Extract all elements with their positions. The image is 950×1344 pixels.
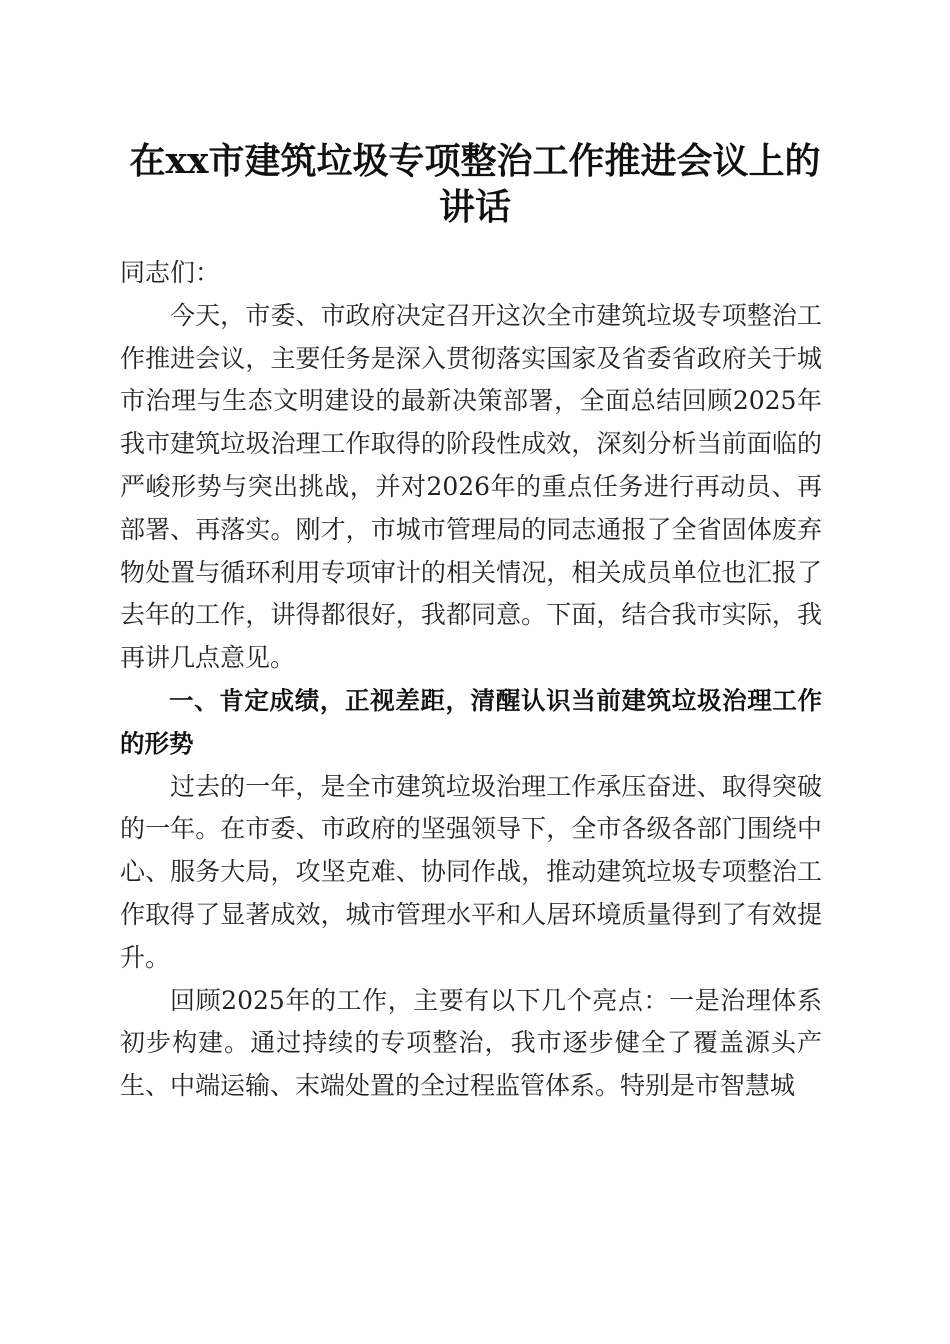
section1-paragraph-1: 过去的一年，是全市建筑垃圾治理工作承压奋进、取得突破的一年。在市委、市政府的坚强领导下，全市各级各部门围绕中心、服务大局，攻坚克难、协同作战，推动建筑垃圾专项整治工作取得了显著成效，城市管理水平和人居环境质量得到了有效提升。 bbox=[120, 771, 822, 972]
title-line-1: 在xx市建筑垃圾专项整治工作推进会议上的 bbox=[129, 140, 821, 182]
salutation: 同志们： bbox=[120, 258, 221, 287]
section-heading-1: 一、肯定成绩，正视差距，清醒认识当前建筑垃圾治理工作的形势 bbox=[120, 685, 822, 758]
intro-paragraph: 今天，市委、市政府决定召开这次全市建筑垃圾专项整治工作推进会议，主要任务是深入贯彻落实国家及省委省政府关于城市治理与生态文明建设的最新决策部署，全面总结回顾2025年我市建筑垃圾治理工作取得的阶段性成效，深刻分析当前面临的严峻形势与突出挑战，并对2026年的重点任务进行再动员、再部署、再落实。刚才，市城市管理局的同志通报了全省固体废弃物处置与循环利用专项审计的相关情况，相关成员单位也汇报了去年的工作，讲得都很好，我都同意。下面，结合我市实际，我再讲几点意见。 bbox=[120, 300, 822, 673]
title-line-2: 讲话 bbox=[438, 186, 511, 228]
section1-paragraph-2: 回顾2025年的工作，主要有以下几个亮点：一是治理体系初步构建。通过持续的专项整治，我市逐步健全了覆盖源头产生、中端运输、末端处置的全过程监管体系。特别是市智慧城 bbox=[120, 985, 822, 1101]
document-body bbox=[120, 252, 822, 1108]
document-title bbox=[120, 138, 830, 230]
